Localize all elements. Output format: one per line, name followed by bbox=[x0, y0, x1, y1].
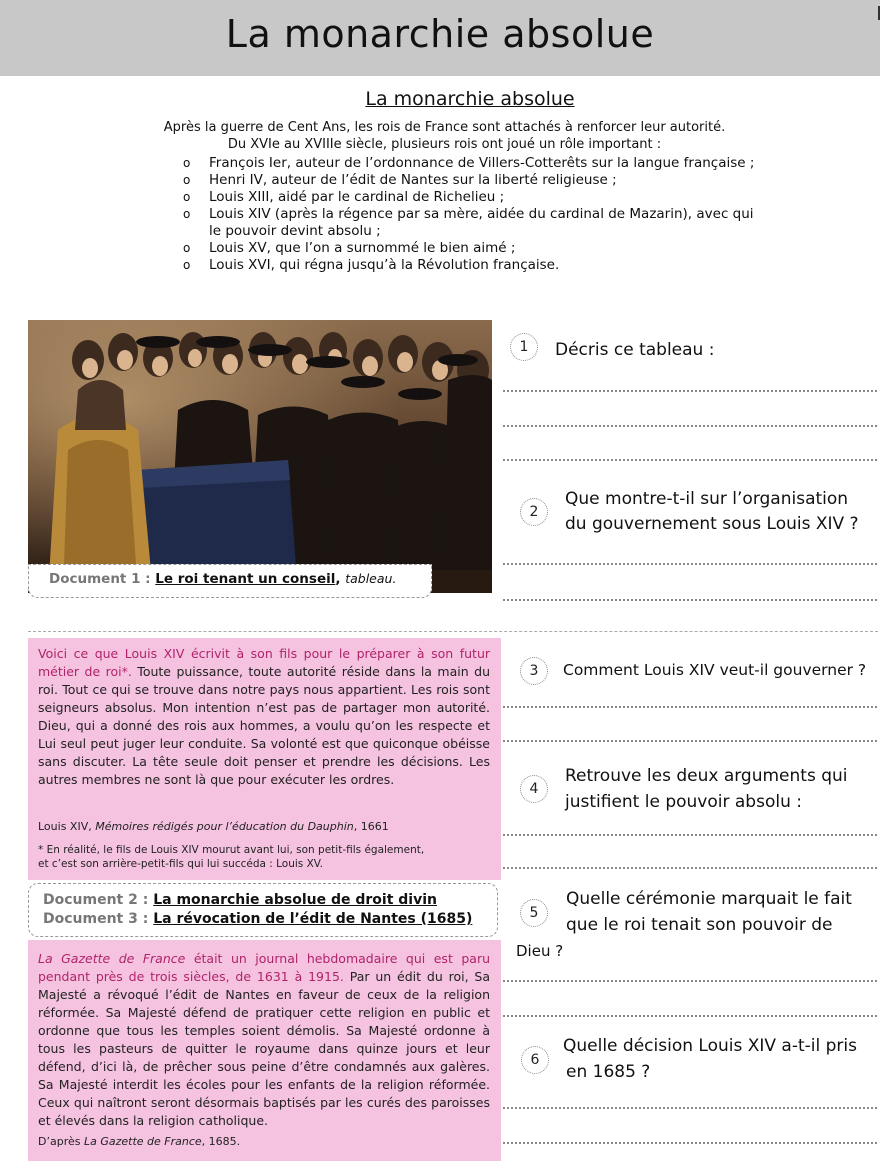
question-6-number: 6 bbox=[521, 1046, 549, 1074]
question-2-line-1: Que montre-t-il sur l’organisation bbox=[565, 489, 849, 509]
document-2-source: Louis XIV, Mémoires rédigés pour l’éducation du Dauphin, 1661 bbox=[38, 820, 389, 833]
answer-line[interactable] bbox=[503, 1107, 877, 1109]
answer-line[interactable] bbox=[503, 425, 877, 427]
document-1-kind: tableau. bbox=[345, 571, 397, 586]
question-1-text: Décris ce tableau : bbox=[555, 340, 715, 360]
question-6-line-1: Quelle décision Louis XIV a-t-il pris bbox=[563, 1036, 857, 1056]
list-item: o Louis XV, que l’on a surnommé le bien aimé ; bbox=[183, 240, 516, 256]
list-item: o Henri IV, auteur de l’édit de Nantes sur la liberté religieuse ; bbox=[183, 172, 617, 188]
document-2-body: Toute puissance, toute autorité réside dans la main du roi. Tout ce qui se trouve dans notre pays nous appartient. Les rois sont seigneurs absolus. Mon intention n’est pas de partager mon autorité. Dieu, qui a donné des rois aux hommes, a voulu qu’on les respecte et Lui seul peut juger leur conduite. Sa volonté est que quiconque obéisse sans discuter. La tête seule doit penser et prendre les décisions. Les autres membres ne sont là que pour exécuter les ordres. bbox=[38, 664, 490, 787]
document-3-body: Par un édit du roi, Sa Majesté a révoqué l’édit de Nantes en faveur de ceux de la religion réformée. Sa Majesté défend de pratiquer cette religion en public et ordonne que tous les temples soient démolis. Sa Majesté ordonne à tous les pasteurs de quitter le royaume dans quinze jours et leur défend, d’ici là, de prêcher sous peine d’être condamnés aux galères. Sa Majesté interdit les écoles pour les enfants de la religion réformée. Ceux qui naîtront seront désormais baptisés par les curés des paroisses et élevés dans la religion catholique. bbox=[38, 969, 491, 1128]
bullet-icon: o bbox=[183, 190, 191, 204]
header-banner bbox=[0, 0, 880, 76]
document-1-caption bbox=[28, 564, 432, 598]
bullet-icon: o bbox=[183, 156, 191, 170]
bullet-icon: o bbox=[183, 207, 191, 221]
answer-line[interactable] bbox=[503, 459, 877, 461]
document-3-intro-title: La Gazette de France bbox=[38, 951, 186, 966]
document-1-title: Le roi tenant un conseil bbox=[155, 571, 336, 587]
bullet-icon: o bbox=[183, 173, 191, 187]
question-6-line-2: en 1685 ? bbox=[566, 1062, 651, 1082]
question-4-line-1: Retrouve les deux arguments qui bbox=[565, 766, 848, 786]
answer-line[interactable] bbox=[503, 599, 877, 601]
document-1-label: Document 1 : bbox=[49, 571, 156, 587]
answer-line[interactable] bbox=[503, 563, 877, 565]
list-item: o Louis XVI, qui régna jusqu’à la Révolution française. bbox=[183, 257, 560, 273]
question-1-number: 1 bbox=[510, 333, 538, 361]
question-3-text: Comment Louis XIV veut-il gouverner ? bbox=[563, 661, 867, 679]
question-2-number: 2 bbox=[520, 498, 548, 526]
answer-line[interactable] bbox=[503, 740, 877, 742]
document-2-text bbox=[38, 645, 490, 789]
document-3-text bbox=[38, 950, 490, 1130]
corner-mark bbox=[878, 6, 880, 20]
question-5-line-1: Quelle cérémonie marquait le fait bbox=[566, 889, 852, 909]
question-3-number: 3 bbox=[520, 657, 548, 685]
painting-illustration bbox=[28, 320, 492, 593]
intro-line-1: Après la guerre de Cent Ans, les rois de France sont attachés à renforcer leur autorité. bbox=[163, 120, 726, 135]
document-3-source: D’après La Gazette de France, 1685. bbox=[38, 1135, 241, 1148]
answer-line[interactable] bbox=[503, 867, 877, 869]
answer-line[interactable] bbox=[503, 834, 877, 836]
answer-line[interactable] bbox=[503, 980, 877, 982]
question-5-line-3: Dieu ? bbox=[516, 942, 564, 960]
answer-line[interactable] bbox=[503, 706, 877, 708]
intro-line-2: Du XVIe au XVIIIe siècle, plusieurs rois ont joué un rôle important : bbox=[227, 137, 662, 152]
documents-2-3-caption bbox=[28, 883, 498, 937]
document-3-intro: était un journal hebdomadaire qui est paru pendant près de trois siècles, de 1631 à 1915. bbox=[38, 951, 491, 984]
bullet-icon: o bbox=[183, 241, 191, 255]
bullet-icon: o bbox=[183, 258, 191, 272]
question-2-line-2: du gouvernement sous Louis XIV ? bbox=[565, 514, 859, 534]
document-1-separator: , bbox=[335, 571, 346, 587]
list-item: o Louis XIII, aidé par le cardinal de Richelieu ; bbox=[183, 189, 505, 205]
rulers-list bbox=[183, 155, 763, 274]
section-divider bbox=[28, 631, 878, 632]
answer-line[interactable] bbox=[503, 390, 877, 392]
document-2-footnote: * En réalité, le fils de Louis XIV mourut avant lui, son petit-fils également, et c’est son arrière-petit-fils qui lui succéda : Louis XV. bbox=[38, 844, 425, 870]
answer-line[interactable] bbox=[503, 1142, 877, 1144]
document-1-label-row bbox=[49, 571, 396, 587]
subtitle: La monarchie absolue bbox=[365, 88, 575, 110]
list-item: o François Ier, auteur de l’ordonnance de Villers-Cotterêts sur la langue française ; bbox=[183, 155, 755, 171]
answer-line[interactable] bbox=[503, 1015, 877, 1017]
question-4-line-2: justifient le pouvoir absolu : bbox=[565, 792, 802, 812]
page-title: La monarchie absolue bbox=[225, 12, 655, 56]
question-5-line-2: que le roi tenait son pouvoir de bbox=[566, 915, 833, 935]
question-4-number: 4 bbox=[520, 775, 548, 803]
document-2-caption-row: Document 2 : La monarchie absolue de droit divin bbox=[43, 892, 437, 908]
document-3-caption-row: Document 3 : La révocation de l’édit de Nantes (1685) bbox=[43, 911, 473, 927]
list-item: o Louis XIV (après la régence par sa mère, aidée du cardinal de Mazarin), avec qui le pouvoir devint absolu ; bbox=[183, 206, 754, 239]
painting-council-image bbox=[28, 320, 492, 593]
question-5-number: 5 bbox=[520, 899, 548, 927]
document-2-intro: Voici ce que Louis XIV écrivit à son fils pour le préparer à son futur métier de roi*. bbox=[38, 646, 490, 679]
